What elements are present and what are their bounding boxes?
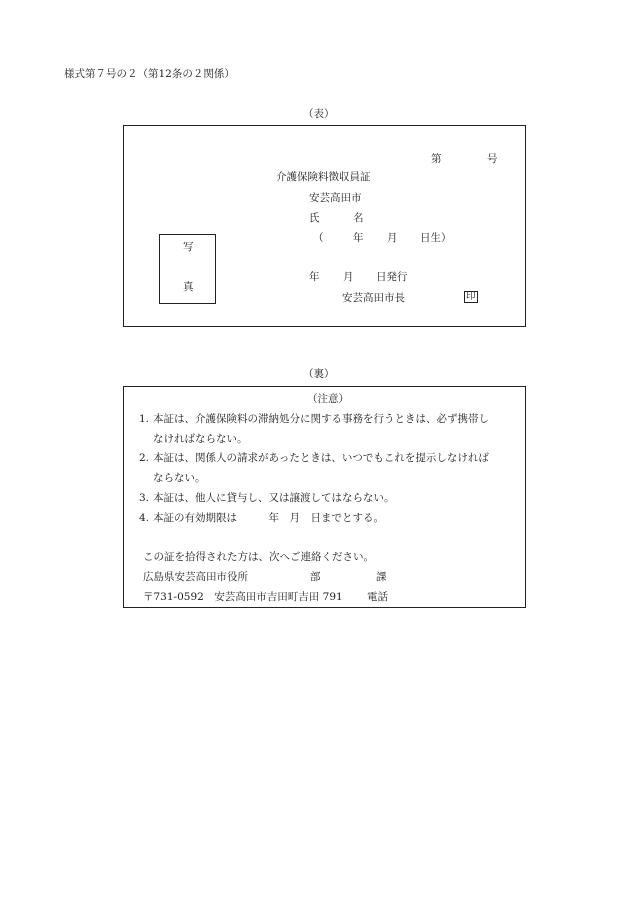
photo-box: [159, 234, 216, 304]
number-suffix: 号: [487, 153, 498, 165]
phone-label: 電話: [367, 591, 388, 603]
form-title: 様式第７号の２（第12条の２関係）: [64, 68, 235, 80]
note-1-line1: 本証は、介護保険料の滞納処分に関する事務を行うときは、必ず携帯し: [153, 413, 489, 425]
name-label-2: 名: [353, 212, 364, 224]
note-1-num: 1.: [139, 413, 150, 425]
front-heading: （表）: [303, 108, 335, 120]
issue-year: 年: [309, 271, 320, 283]
back-heading: （裏）: [303, 368, 335, 380]
issue-day: 日発行: [376, 271, 408, 283]
name-label-1: 氏: [309, 212, 320, 224]
note-3-num: 3.: [139, 492, 150, 504]
note-2-line2: ならない。: [153, 472, 206, 484]
front-card: [123, 125, 526, 327]
contact-intro: この証を拾得された方は、次へご連絡ください。: [143, 551, 374, 563]
birth-day: 日生）: [420, 232, 452, 244]
office-name: 広島県安芸高田市役所: [143, 571, 248, 583]
issue-month: 月: [343, 271, 354, 283]
note-1-line2: なければならない。: [153, 433, 248, 445]
seal-mark: 印: [466, 291, 476, 302]
birth-year: 年: [353, 232, 364, 244]
note-2-num: 2.: [139, 452, 150, 464]
photo-label-2: 真: [183, 281, 194, 293]
birth-open: （: [313, 232, 324, 244]
back-card: [123, 386, 526, 608]
dept-label: 部: [310, 571, 321, 583]
issuer: 安芸高田市長: [342, 292, 405, 304]
number-prefix: 第: [431, 153, 442, 165]
note-4-num: 4.: [139, 512, 150, 524]
note-3-line1: 本証は、他人に貸与し、又は譲渡してはならない。: [153, 492, 395, 504]
photo-label-1: 写: [183, 241, 194, 253]
note-2-line1: 本証は、関係人の請求があったときは、いつでもこれを提示しなければ: [153, 452, 489, 464]
card-title: 介護保険料徴収員証: [276, 171, 371, 183]
birth-month: 月: [387, 232, 398, 244]
card-city: 安芸高田市: [309, 192, 362, 204]
postal-address: 〒731-0592 安芸高田市吉田町吉田 791: [143, 591, 343, 603]
notice-heading: （注意）: [307, 393, 349, 405]
section-label: 課: [376, 571, 387, 583]
note-4-line1: 本証の有効期限は 年 月 日までとする。: [153, 512, 384, 524]
